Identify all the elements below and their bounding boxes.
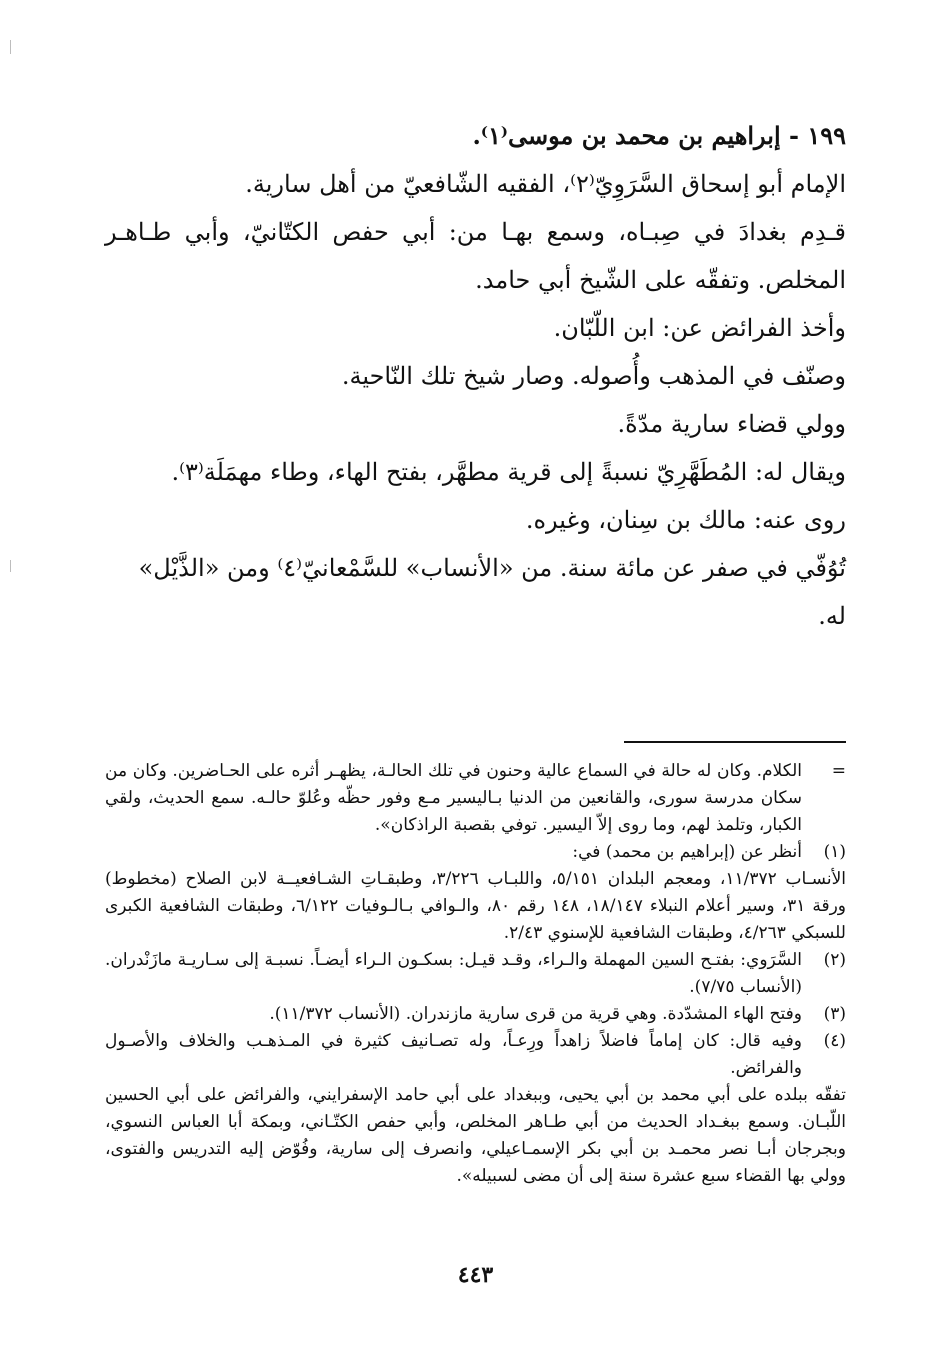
footnote-3 [105,1001,846,1028]
footnote-text: وفتح الهاء المشدّدة. وهي قرية من قرى سارية مازندران. (الأنساب ١١/٣٧٢). [269,1004,802,1024]
footnote-text: الأنسـاب ١١/٣٧٢، ومعجم البلدان ٥/١٥١، واللبـاب ٣/٢٢٦، وطبقـاتِ الشـافعيــة لابن الصلاح (مخطوط) ورقة ٣١، وسير أعلام النبلاء ١٨/١٤٧، ١٤٨ رقم ٨٠، والـوافي بـالـوفيات ٦/١٢٢، وطبقات الشافعية الكبرى للسبكي ٤/٢٦٣، وطبقات الشافعية للإسنوي ٢/٤٣. [105,869,847,943]
scan-edge-mark [10,560,11,572]
footnote-text: وفيه قال: كان إماماً فاضلاً زاهداً ورِعـاً، وله تصـانيف كثيرة في المـذهـب والخلاف والأصـول والفرائض. [105,1031,802,1078]
entry-paragraph: تُوُفّي في صفر عن مائة سنة. من «الأنساب» للسَّمْعانيّ⁽٤⁾ ومن «الذَّيْل» له. [138,554,846,630]
entry-paragraph: ويقال له: المُطَهَّرِيّ نسبةً إلى قرية مطهَّر، بفتح الهاء، وطاء مهمَلَة⁽٣⁾. [171,458,846,486]
entry-paragraph: وصنّف في المذهب وأُصوله. وصار شيخ تلك النّاحية. [341,362,846,390]
entry-paragraph: قـدِم بغدادَ في صِبـاه، وسمع بهـا من: أبي حفص الكتّانيّ، وأبي طـاهـر المخلص. وتفقّه على الشّيخ أبي حامد. [105,218,846,294]
footnotes [105,758,846,1190]
footnote-separator [624,741,846,743]
entry-paragraph: روى عنه: مالك بن سِنان، وغيره. [525,506,846,534]
biography-entry [105,112,846,640]
footnote-text: السَّرَوي: بفتـح السين المهملة والـراء، وقـد قيـل: بسكـون الـراء أيضـاً. نسبـة إلى سـاريـة مازَنْدران. (الأنساب ٧/٧٥). [105,950,802,997]
page-number: ٤٤٣ [457,1262,494,1288]
footnote-text: تفقّه ببلده على أبي محمد بن أبي يحيى، وببغداد على أبي حامد الإسفرايني، والفرائض على أبي الحسين اللّبـان. وسمع ببغـداد الحديث من أبي طـاهر المخلص، وأبي حفص الكتّـاني، وبمكة أبا العباس النسوي، وبجرجان أبـا نصر محمـد بن أبي بكر الإسمـاعيلي، وانصرف إلى سارية، وفُوّض إليه التدريس والفتوى، وولي بها القضاء سبع عشرة سنة إلى أن مضى لسبيله». [105,1085,846,1186]
footnote-4 [105,1028,846,1082]
footnote-text: الكلام. وكان له حالة في السماع عالية وحنون في تلك الحالـة، يظهـر أثره على الحـاضرين. وكان من سكان مدرسة سورى، والقانعين من الدنيا بـاليسير مـع وفور حظّه وعُلوّ حالـه. سمع الحديث، ولقي الكبار، وتلمذ لهم، وما روى إلاّ اليسير. توفي بقصبة الراذكان». [105,761,802,835]
footnote-1 [105,839,846,866]
footnote-2 [105,947,846,1001]
footnote-continuation [105,758,846,839]
footnote-number: (٤) [823,1031,846,1051]
footnote-number: (٣) [823,1004,846,1024]
footnote-number: (١) [823,842,846,862]
continuation-marker: = [831,761,846,781]
scan-edge-mark [10,40,11,54]
entry-paragraph: الإمام أبو إسحاق السَّرَوِيّ⁽٢⁾، الفقيه الشّافعيّ من أهل سارية. [245,170,846,198]
entry-heading: ١٩٩ - إبراهيم بن محمد بن موسى⁽١⁾. [472,121,846,150]
footnote-number: (٢) [823,950,846,970]
entry-paragraph: وولي قضاء سارية مدّةً. [617,410,846,438]
entry-paragraph: وأخذ الفرائض عن: ابن اللّبّان. [553,314,846,342]
footnote-text: أنظر عن (إبراهيم بن محمد) في: [572,842,802,862]
